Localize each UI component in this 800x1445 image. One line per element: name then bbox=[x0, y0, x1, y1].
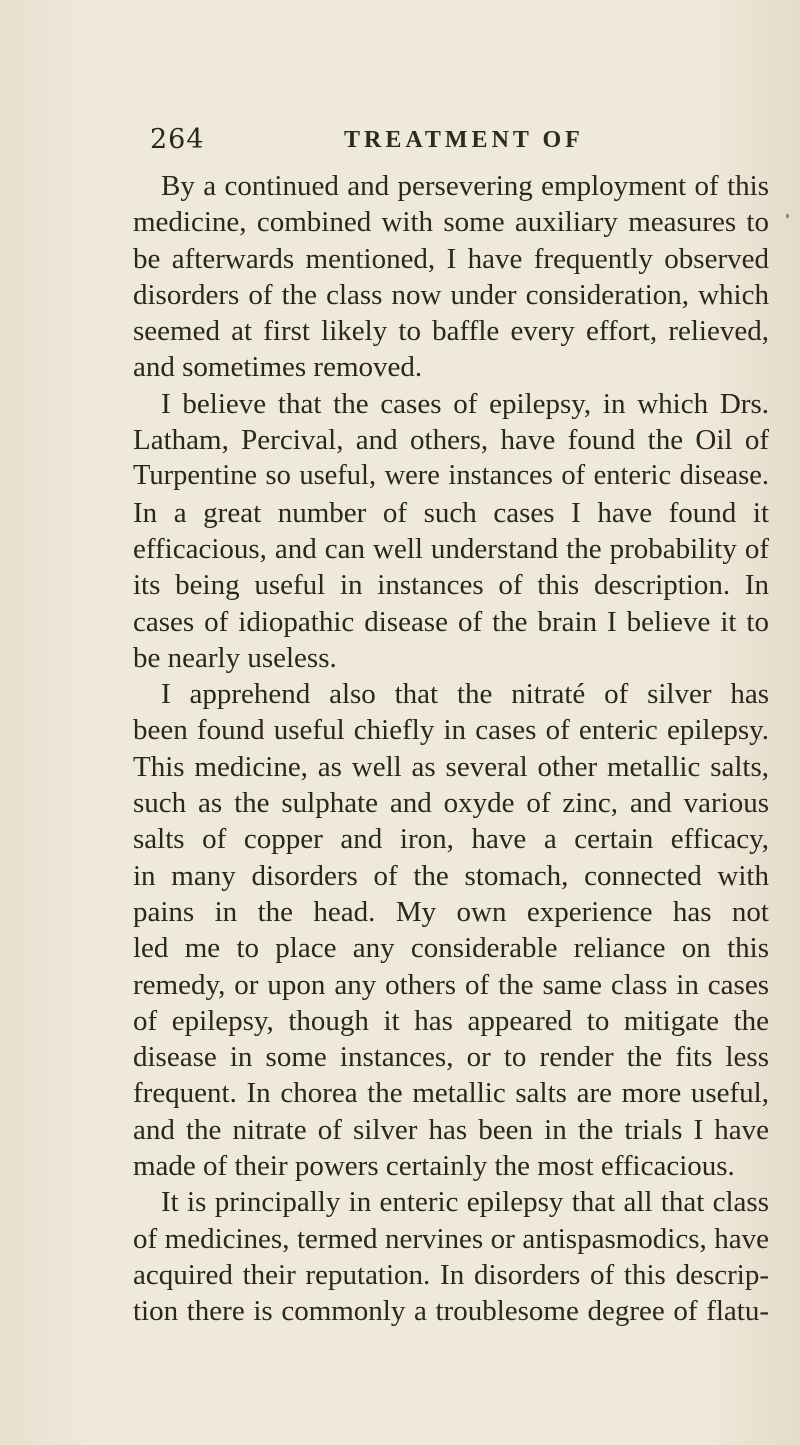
body-text bbox=[133, 168, 769, 1330]
text-line: Turpentine so useful, were instances of enteric disease. bbox=[133, 460, 769, 492]
text-line: In a great number of such cases I have found it bbox=[133, 496, 769, 529]
text-line: made of their powers certainly the most efficacious. bbox=[133, 1150, 735, 1183]
text-line: acquired their reputation. In disorders of this descrip- bbox=[133, 1258, 769, 1291]
text-line: its being useful in instances of this description. In bbox=[133, 569, 769, 602]
text-line: be nearly useless. bbox=[133, 641, 337, 674]
text-line: led me to place any considerable reliance on this bbox=[133, 932, 769, 965]
text-line: medicine, combined with some auxiliary measures to bbox=[133, 206, 769, 239]
text-line: of epilepsy, though it has appeared to mitigate the bbox=[133, 1004, 769, 1037]
text-line: tion there is commonly a troublesome degree of flatu- bbox=[133, 1295, 769, 1328]
page-number: 264 bbox=[150, 124, 205, 155]
text-line: efficacious, and can well understand the probability of bbox=[133, 532, 769, 565]
text-line: I believe that the cases of epilepsy, in which Drs. bbox=[161, 387, 769, 420]
text-line: salts of copper and iron, have a certain efficacy, bbox=[133, 823, 769, 856]
text-line: By a continued and persevering employment of this bbox=[161, 170, 769, 202]
running-title: TREATMENT OF bbox=[344, 127, 584, 153]
text-line: been found useful chiefly in cases of enteric epilepsy. bbox=[133, 714, 769, 747]
text-line: such as the sulphate and oxyde of zinc, and various bbox=[133, 787, 769, 820]
text-line: It is principally in enteric epilepsy that all that class bbox=[161, 1186, 769, 1219]
text-line: I apprehend also that the nitraté of silver has bbox=[161, 678, 769, 711]
text-line: of medicines, termed nervines or antispasmodics, have bbox=[133, 1222, 769, 1255]
text-line: and sometimes removed. bbox=[133, 351, 423, 384]
text-line: seemed at first likely to baffle every effort, relieved, bbox=[133, 315, 769, 348]
text-line: remedy, or upon any others of the same class in cases bbox=[133, 968, 769, 1001]
running-head bbox=[150, 124, 770, 160]
text-line: and the nitrate of silver has been in the trials I have bbox=[133, 1113, 769, 1146]
text-line: disorders of the class now under consideration, which bbox=[133, 278, 769, 311]
text-line: cases of idiopathic disease of the brain I believe it to bbox=[133, 605, 769, 638]
text-line: This medicine, as well as several other metallic salts, bbox=[133, 750, 769, 783]
text-line: disease in some instances, or to render the fits less bbox=[133, 1041, 769, 1074]
text-line: Latham, Percival, and others, have found the Oil of bbox=[133, 424, 769, 457]
paper-speck bbox=[786, 214, 789, 218]
text-line: pains in the head. My own experience has not bbox=[133, 895, 769, 928]
text-line: frequent. In chorea the metallic salts are more useful, bbox=[133, 1077, 769, 1110]
text-line: be afterwards mentioned, I have frequently observed bbox=[133, 242, 769, 275]
text-line: in many disorders of the stomach, connected with bbox=[133, 859, 769, 892]
